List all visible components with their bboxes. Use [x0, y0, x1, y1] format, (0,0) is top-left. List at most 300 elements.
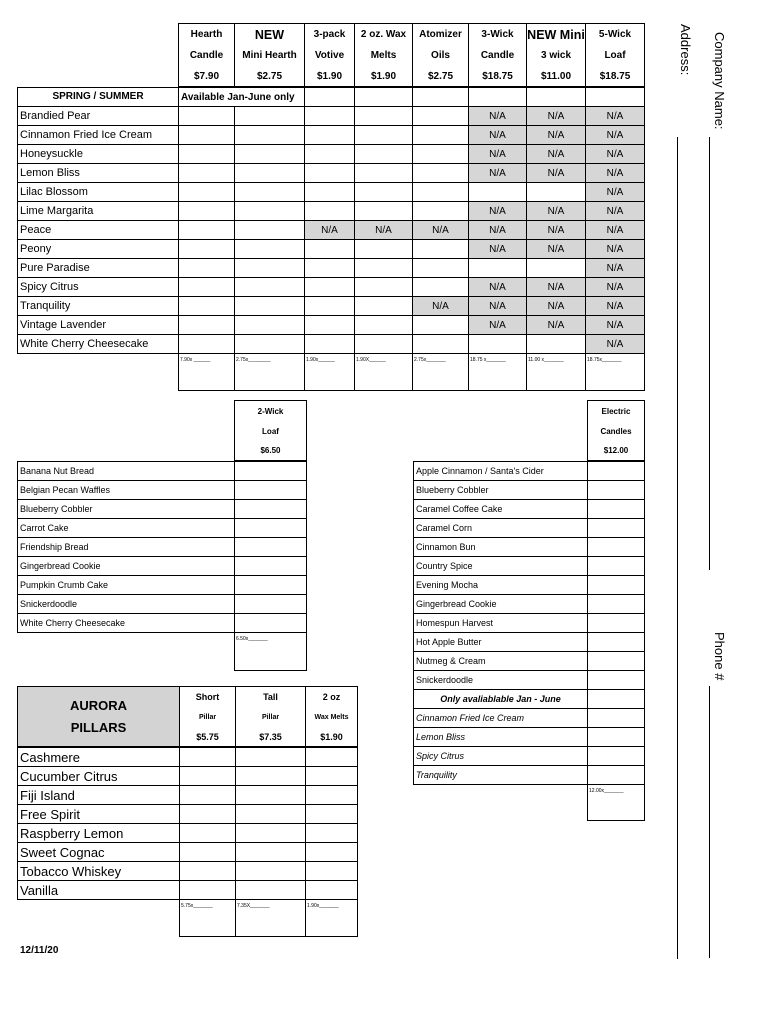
quantity-cell[interactable]: [235, 480, 307, 499]
scent-name: Peony: [18, 240, 179, 259]
scent-row: [414, 632, 645, 651]
quantity-cell[interactable]: [235, 461, 307, 480]
scent-row: [414, 670, 645, 689]
column-header-line1: NEW Mini: [527, 24, 586, 46]
quantity-cell[interactable]: [413, 126, 469, 145]
quantity-cell[interactable]: [588, 537, 645, 556]
quantity-cell[interactable]: [305, 335, 355, 354]
totals-row: [414, 784, 645, 821]
aurora-pillars-table: [17, 686, 358, 937]
scent-name: Caramel Corn: [414, 518, 588, 537]
loaf-order-table: [17, 400, 307, 671]
quantity-cell[interactable]: [235, 202, 305, 221]
scent-name: Peace: [18, 221, 179, 240]
scent-row: [414, 727, 645, 746]
quantity-cell[interactable]: [588, 765, 645, 784]
scent-row: [414, 746, 645, 765]
quantity-cell[interactable]: [305, 126, 355, 145]
quantity-cell[interactable]: [179, 202, 235, 221]
quantity-cell[interactable]: [179, 259, 235, 278]
header-row: [18, 687, 358, 708]
quantity-cell[interactable]: [588, 670, 645, 689]
scent-row: [18, 221, 645, 240]
column-total-field[interactable]: 12.00x_______: [588, 784, 645, 821]
na-cell: N/A: [586, 126, 645, 145]
quantity-cell[interactable]: [236, 805, 306, 824]
scent-name: Pure Paradise: [18, 259, 179, 278]
quantity-cell[interactable]: [305, 278, 355, 297]
scent-name: Lemon Bliss: [18, 164, 179, 183]
column-header-line2: Pillar: [236, 707, 306, 727]
quantity-cell[interactable]: [179, 183, 235, 202]
scent-row: [414, 537, 645, 556]
column-header-price: $18.75: [586, 66, 645, 87]
column-header-price: $1.90: [305, 66, 355, 87]
main-order-table: [17, 23, 645, 391]
blank-cell: [413, 87, 469, 107]
quantity-cell[interactable]: [235, 316, 305, 335]
column-header-line2: 3 wick: [527, 45, 586, 66]
scent-name: Brandied Pear: [18, 107, 179, 126]
na-cell: N/A: [586, 278, 645, 297]
company-name-field-line[interactable]: [709, 137, 710, 570]
column-total-field[interactable]: 7.35X_______: [236, 900, 306, 937]
quantity-cell[interactable]: [305, 107, 355, 126]
quantity-cell[interactable]: [588, 594, 645, 613]
quantity-cell[interactable]: [235, 297, 305, 316]
quantity-cell[interactable]: [179, 316, 235, 335]
quantity-cell[interactable]: [305, 259, 355, 278]
scent-row: [414, 575, 645, 594]
scent-row: [18, 145, 645, 164]
quantity-cell[interactable]: [355, 145, 413, 164]
quantity-cell[interactable]: [305, 316, 355, 335]
scent-name: Lilac Blossom: [18, 183, 179, 202]
quantity-cell[interactable]: [236, 843, 306, 862]
na-cell: N/A: [586, 145, 645, 164]
quantity-cell[interactable]: [235, 107, 305, 126]
column-total-field[interactable]: 5.75x_______: [180, 900, 236, 937]
quantity-cell[interactable]: [413, 316, 469, 335]
na-cell: N/A: [527, 240, 586, 259]
column-header-line2: Loaf: [586, 45, 645, 66]
header-row: [414, 441, 645, 461]
column-header-line2: Votive: [305, 45, 355, 66]
quantity-cell[interactable]: [235, 259, 305, 278]
totals-row: [18, 900, 358, 937]
scent-row: [18, 613, 307, 632]
quantity-cell[interactable]: [235, 537, 307, 556]
scent-name: Gingerbread Cookie: [18, 556, 235, 575]
scent-row: [18, 767, 358, 786]
quantity-cell[interactable]: [180, 786, 236, 805]
scent-row: [18, 499, 307, 518]
scent-name: Free Spirit: [18, 805, 180, 824]
quantity-cell[interactable]: [588, 708, 645, 727]
na-cell: N/A: [586, 316, 645, 335]
quantity-cell[interactable]: [588, 518, 645, 537]
spring-note-row: [414, 689, 645, 708]
quantity-cell[interactable]: [469, 335, 527, 354]
quantity-cell[interactable]: [469, 183, 527, 202]
quantity-cell[interactable]: [588, 689, 645, 708]
scent-row: [414, 708, 645, 727]
column-total-field[interactable]: 1.90x______: [305, 354, 355, 391]
scent-name: Vintage Lavender: [18, 316, 179, 335]
column-header-line2: Candle: [469, 45, 527, 66]
quantity-cell[interactable]: [306, 843, 358, 862]
quantity-cell[interactable]: [179, 221, 235, 240]
quantity-cell[interactable]: [469, 259, 527, 278]
na-cell: N/A: [586, 183, 645, 202]
quantity-cell[interactable]: [355, 126, 413, 145]
blank-cell: [18, 421, 235, 441]
column-total-field[interactable]: 1.90X______: [355, 354, 413, 391]
quantity-cell[interactable]: [235, 240, 305, 259]
scent-row: [18, 747, 358, 767]
na-cell: N/A: [469, 221, 527, 240]
na-cell: N/A: [527, 107, 586, 126]
column-header-price: $5.75: [180, 727, 236, 747]
form-date: 12/11/20: [20, 945, 59, 956]
scent-row: [18, 862, 358, 881]
quantity-cell[interactable]: [235, 164, 305, 183]
quantity-cell[interactable]: [355, 259, 413, 278]
na-cell: N/A: [586, 164, 645, 183]
phone-label: Phone #: [712, 632, 727, 681]
quantity-cell[interactable]: [588, 746, 645, 765]
section-row: [18, 87, 645, 107]
quantity-cell[interactable]: [306, 862, 358, 881]
scent-name: Country Spice: [414, 556, 588, 575]
quantity-cell[interactable]: [179, 107, 235, 126]
aurora-title: [18, 687, 180, 748]
quantity-cell[interactable]: [179, 164, 235, 183]
column-header-line1: Tall: [236, 687, 306, 708]
quantity-cell[interactable]: [235, 499, 307, 518]
quantity-cell[interactable]: [527, 259, 586, 278]
column-header-line2: Pillar: [180, 707, 236, 727]
quantity-cell[interactable]: [355, 164, 413, 183]
quantity-cell[interactable]: [236, 767, 306, 786]
quantity-cell[interactable]: [305, 183, 355, 202]
scent-name: Blueberry Cobbler: [18, 499, 235, 518]
na-cell: N/A: [527, 297, 586, 316]
quantity-cell[interactable]: [235, 221, 305, 240]
blank-cell: [18, 441, 235, 461]
quantity-cell[interactable]: [588, 461, 645, 480]
quantity-cell[interactable]: [413, 335, 469, 354]
quantity-cell[interactable]: [305, 164, 355, 183]
quantity-cell[interactable]: [180, 747, 236, 767]
blank-cell: [414, 441, 588, 461]
quantity-cell[interactable]: [588, 575, 645, 594]
column-header-line2: Candles: [588, 421, 645, 441]
quantity-cell[interactable]: [236, 747, 306, 767]
quantity-cell[interactable]: [355, 335, 413, 354]
quantity-cell[interactable]: [588, 556, 645, 575]
column-header-price: $7.90: [179, 66, 235, 87]
column-total-field[interactable]: 7.90x ______: [179, 354, 235, 391]
address-field-line[interactable]: [677, 137, 678, 959]
na-cell: N/A: [527, 278, 586, 297]
quantity-cell[interactable]: [355, 316, 413, 335]
scent-name: Snickerdoodle: [414, 670, 588, 689]
scent-row: [18, 556, 307, 575]
scent-row: [414, 556, 645, 575]
quantity-cell[interactable]: [235, 518, 307, 537]
scent-name: Hot Apple Butter: [414, 632, 588, 651]
scent-row: [18, 202, 645, 221]
scent-name: Cucumber Citrus: [18, 767, 180, 786]
quantity-cell[interactable]: [413, 164, 469, 183]
header-row: [18, 441, 307, 461]
scent-name: Pumpkin Crumb Cake: [18, 575, 235, 594]
scent-row: [414, 651, 645, 670]
quantity-cell[interactable]: [413, 240, 469, 259]
quantity-cell[interactable]: [236, 862, 306, 881]
na-cell: N/A: [586, 297, 645, 316]
column-header-price: $7.35: [236, 727, 306, 747]
column-header-line1: 3-Wick: [469, 24, 527, 46]
quantity-cell[interactable]: [413, 145, 469, 164]
blank-cell: [414, 784, 588, 821]
scent-row: [18, 480, 307, 499]
quantity-cell[interactable]: [355, 297, 413, 316]
quantity-cell[interactable]: [588, 727, 645, 746]
scent-row: [18, 518, 307, 537]
na-cell: N/A: [527, 145, 586, 164]
scent-name: Nutmeg & Cream: [414, 651, 588, 670]
scent-row: [18, 843, 358, 862]
column-header-line1: 5-Wick: [586, 24, 645, 46]
quantity-cell[interactable]: [179, 278, 235, 297]
quantity-cell[interactable]: [235, 594, 307, 613]
quantity-cell[interactable]: [305, 145, 355, 164]
quantity-cell[interactable]: [355, 107, 413, 126]
quantity-cell[interactable]: [179, 335, 235, 354]
na-cell: N/A: [586, 202, 645, 221]
column-header-price: $12.00: [588, 441, 645, 461]
scent-row: [18, 316, 645, 335]
blank-cell: [586, 87, 645, 107]
column-header-line2: Mini Hearth: [235, 45, 305, 66]
na-cell: N/A: [469, 278, 527, 297]
scent-row: [18, 240, 645, 259]
blank-cell: [18, 24, 179, 46]
quantity-cell[interactable]: [235, 126, 305, 145]
quantity-cell[interactable]: [179, 240, 235, 259]
quantity-cell[interactable]: [179, 145, 235, 164]
quantity-cell[interactable]: [527, 335, 586, 354]
quantity-cell[interactable]: [180, 767, 236, 786]
scent-row: [18, 278, 645, 297]
scent-name: Cinnamon Fried Ice Cream: [414, 708, 588, 727]
na-cell: N/A: [527, 316, 586, 335]
column-total-field[interactable]: 1.90x_______: [306, 900, 358, 937]
quantity-cell[interactable]: [236, 881, 306, 900]
scent-row: [18, 881, 358, 900]
column-header-price: $6.50: [235, 441, 307, 461]
blank-cell: [469, 87, 527, 107]
scent-name: Blueberry Cobbler: [414, 480, 588, 499]
blank-cell: [18, 354, 179, 391]
quantity-cell[interactable]: [588, 613, 645, 632]
quantity-cell[interactable]: [179, 126, 235, 145]
quantity-cell[interactable]: [306, 747, 358, 767]
quantity-cell[interactable]: [305, 240, 355, 259]
scent-name: Lemon Bliss: [414, 727, 588, 746]
scent-row: [18, 164, 645, 183]
quantity-cell[interactable]: [355, 183, 413, 202]
scent-name: Tranquility: [18, 297, 179, 316]
quantity-cell[interactable]: [306, 786, 358, 805]
quantity-cell[interactable]: [527, 183, 586, 202]
scent-name: Spicy Citrus: [414, 746, 588, 765]
na-cell: N/A: [586, 221, 645, 240]
scent-name: Spicy Citrus: [18, 278, 179, 297]
quantity-cell[interactable]: [413, 202, 469, 221]
scent-name: Cashmere: [18, 747, 180, 767]
column-header-price: $1.90: [355, 66, 413, 87]
quantity-cell[interactable]: [180, 843, 236, 862]
quantity-cell[interactable]: [306, 767, 358, 786]
na-cell: N/A: [586, 240, 645, 259]
scent-name: Vanilla: [18, 881, 180, 900]
quantity-cell[interactable]: [306, 881, 358, 900]
scent-row: [18, 183, 645, 202]
scent-row: [18, 335, 645, 354]
quantity-cell[interactable]: [235, 183, 305, 202]
quantity-cell[interactable]: [588, 499, 645, 518]
header-row: [18, 421, 307, 441]
blank-cell: [18, 900, 180, 937]
scent-name: Evening Mocha: [414, 575, 588, 594]
column-header-line1: Hearth: [179, 24, 235, 46]
quantity-cell[interactable]: [235, 575, 307, 594]
quantity-cell[interactable]: [588, 632, 645, 651]
quantity-cell[interactable]: [588, 480, 645, 499]
scent-name: Homespun Harvest: [414, 613, 588, 632]
quantity-cell[interactable]: [306, 805, 358, 824]
quantity-cell[interactable]: [413, 107, 469, 126]
header-row: [414, 401, 645, 422]
na-cell: N/A: [527, 202, 586, 221]
column-header-line2: Melts: [355, 45, 413, 66]
quantity-cell[interactable]: [179, 297, 235, 316]
scent-row: [18, 126, 645, 145]
column-total-field[interactable]: 2.75x________: [235, 354, 305, 391]
na-cell: N/A: [527, 221, 586, 240]
column-total-field[interactable]: 6.50x_______: [235, 632, 307, 671]
scent-row: [18, 575, 307, 594]
column-header-line1: NEW: [235, 24, 305, 46]
quantity-cell[interactable]: [413, 183, 469, 202]
scent-row: [18, 107, 645, 126]
quantity-cell[interactable]: [413, 259, 469, 278]
quantity-cell[interactable]: [180, 805, 236, 824]
blank-cell: [18, 66, 179, 87]
na-cell: N/A: [527, 164, 586, 183]
scent-name: Gingerbread Cookie: [414, 594, 588, 613]
column-total-field[interactable]: 2.75x_______: [413, 354, 469, 391]
quantity-cell[interactable]: [180, 862, 236, 881]
quantity-cell[interactable]: [355, 278, 413, 297]
scent-row: [18, 461, 307, 480]
electric-candle-table: [413, 400, 645, 821]
scent-row: [18, 594, 307, 613]
quantity-cell[interactable]: [180, 824, 236, 843]
quantity-cell[interactable]: [306, 824, 358, 843]
quantity-cell[interactable]: [305, 202, 355, 221]
quantity-cell[interactable]: [355, 202, 413, 221]
scent-name: White Cherry Cheesecake: [18, 335, 179, 354]
scent-row: [18, 297, 645, 316]
scent-row: [414, 499, 645, 518]
scent-name: Cinnamon Fried Ice Cream: [18, 126, 179, 145]
column-total-field[interactable]: 18.75x_______: [586, 354, 645, 391]
quantity-cell[interactable]: [355, 240, 413, 259]
column-total-field[interactable]: 18.75 x_______: [469, 354, 527, 391]
quantity-cell[interactable]: [305, 297, 355, 316]
column-header-line1: 2 oz: [306, 687, 358, 708]
column-header-line2: Wax Melts: [306, 707, 358, 727]
header-row: [18, 45, 645, 66]
na-cell: N/A: [413, 297, 469, 316]
na-cell: N/A: [469, 202, 527, 221]
scent-row: [414, 765, 645, 784]
header-row: [18, 24, 645, 46]
scent-name: Tobacco Whiskey: [18, 862, 180, 881]
quantity-cell[interactable]: [236, 786, 306, 805]
spring-availability-note: Only avaliablable Jan - June: [414, 689, 588, 708]
quantity-cell[interactable]: [235, 556, 307, 575]
scent-name: Banana Nut Bread: [18, 461, 235, 480]
na-cell: N/A: [469, 145, 527, 164]
quantity-cell[interactable]: [235, 335, 305, 354]
quantity-cell[interactable]: [413, 278, 469, 297]
column-header-line2: Loaf: [235, 421, 307, 441]
quantity-cell[interactable]: [588, 651, 645, 670]
column-header-line1: Electric: [588, 401, 645, 422]
scent-name: Belgian Pecan Waffles: [18, 480, 235, 499]
blank-cell: [414, 401, 588, 422]
scent-row: [414, 518, 645, 537]
quantity-cell[interactable]: [235, 613, 307, 632]
scent-row: [18, 824, 358, 843]
na-cell: N/A: [586, 107, 645, 126]
section-label: SPRING / SUMMER: [18, 87, 179, 107]
quantity-cell[interactable]: [235, 145, 305, 164]
scent-row: [414, 613, 645, 632]
phone-field-line[interactable]: [709, 686, 710, 958]
column-total-field[interactable]: 11.00 x_______: [527, 354, 586, 391]
na-cell: N/A: [355, 221, 413, 240]
scent-row: [18, 537, 307, 556]
na-cell: N/A: [305, 221, 355, 240]
quantity-cell[interactable]: [180, 881, 236, 900]
blank-cell: [355, 87, 413, 107]
scent-name: Cinnamon Bun: [414, 537, 588, 556]
scent-name: Snickerdoodle: [18, 594, 235, 613]
column-header-price: $11.00: [527, 66, 586, 87]
quantity-cell[interactable]: [236, 824, 306, 843]
na-cell: N/A: [469, 240, 527, 259]
quantity-cell[interactable]: [235, 278, 305, 297]
blank-cell: [527, 87, 586, 107]
scent-row: [414, 594, 645, 613]
company-name-label: Company Name:: [712, 32, 727, 130]
